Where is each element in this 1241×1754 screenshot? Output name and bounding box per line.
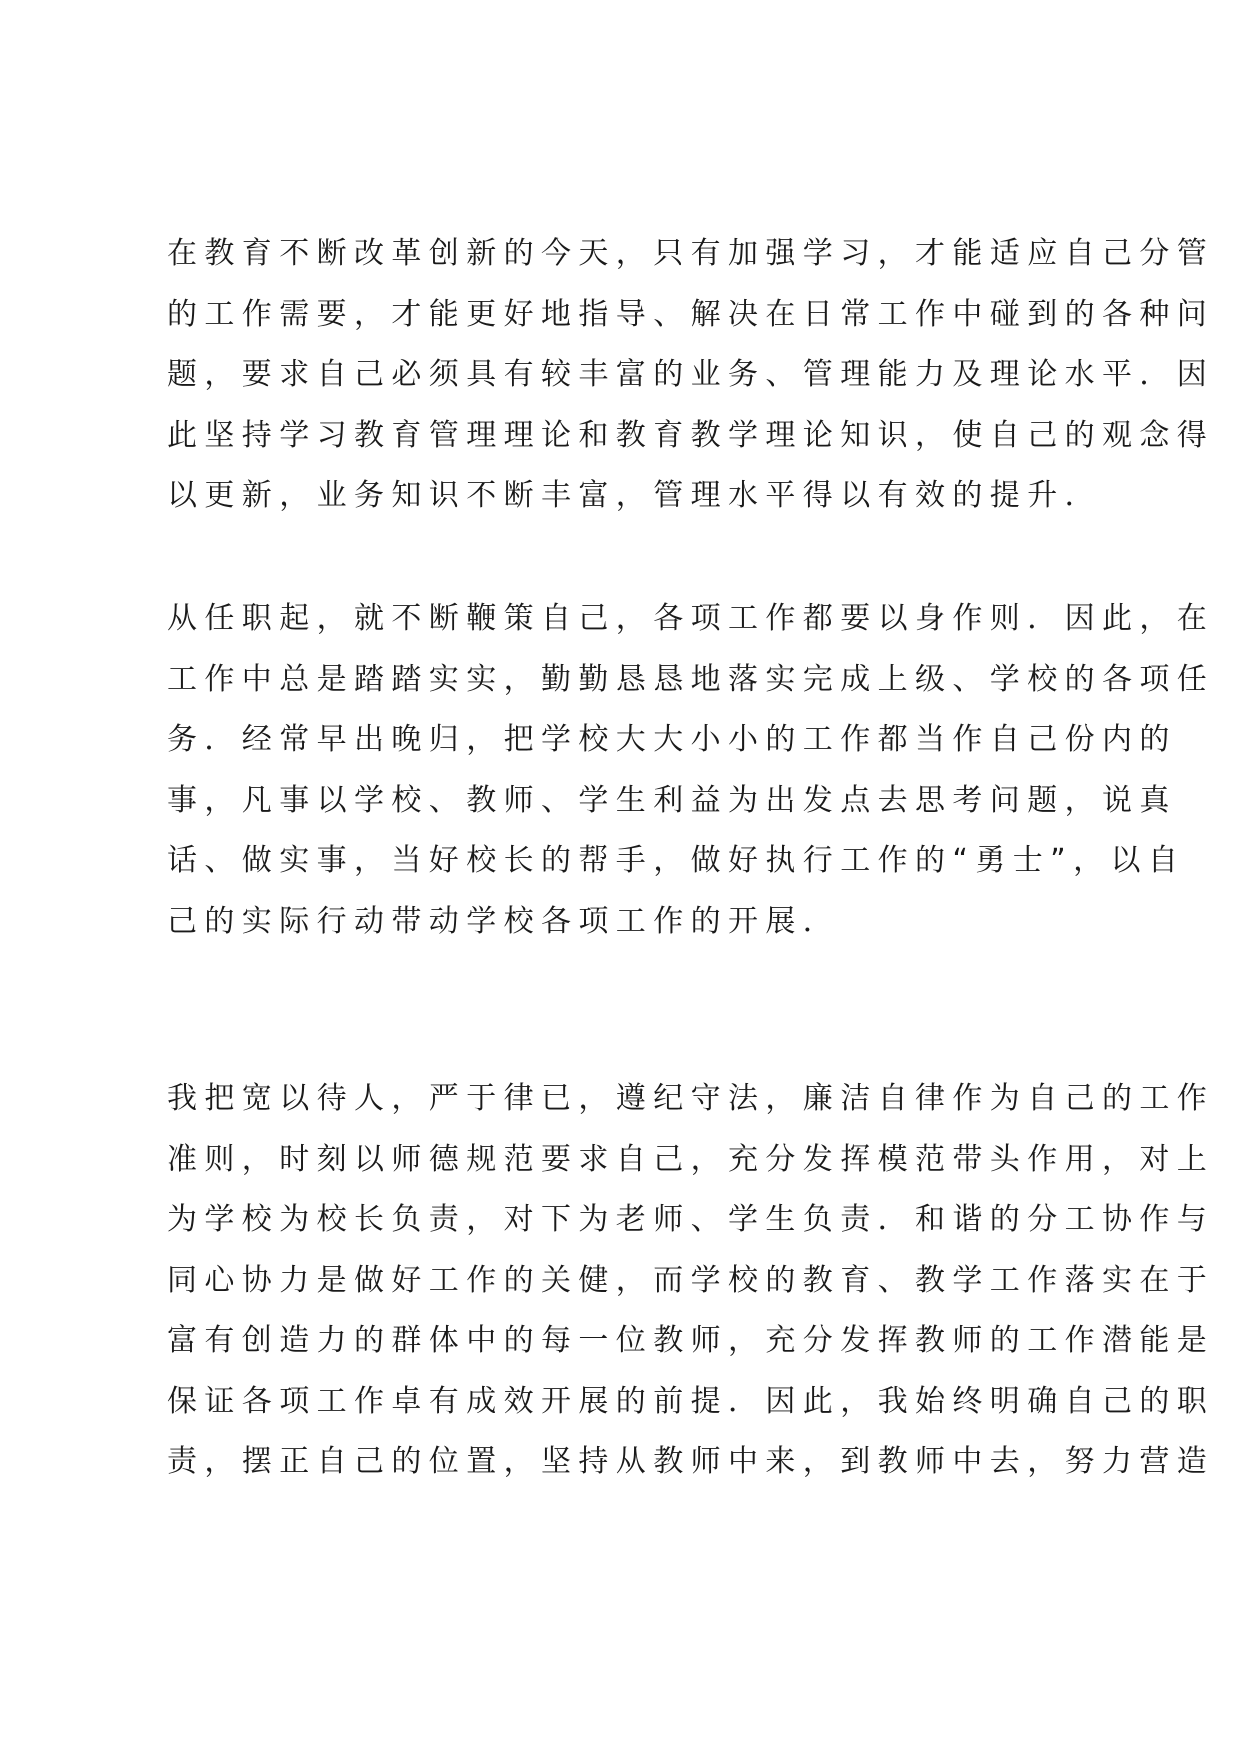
text-line: 己的实际行动带动学校各项工作的开展． [167,903,841,939]
text-line: 在教育不断改革创新的今天，只有加强学习，才能适应自己分管 [167,236,1215,271]
text-line: 题，要求自己必须具有较丰富的业务、管理能力及理论水平．因 [167,357,1215,392]
text-line: 我把宽以待人，严于律已，遵纪守法，廉洁自律作为自己的工作 [167,1081,1215,1116]
text-line: 的工作需要，才能更好地指导、解决在日常工作中碰到的各种问 [167,296,1215,332]
paragraph-2 [167,589,1215,952]
paragraph-3 [167,1069,1215,1493]
text-line: 责，摆正自己的位置，坚持从教师中来，到教师中去，努力营造 [167,1444,1215,1479]
text-line: 此坚持学习教育管理理论和教育教学理论知识，使自己的观念得 [167,417,1215,453]
text-line: 从任职起，就不断鞭策自己，各项工作都要以身作则．因此，在 [167,601,1215,636]
text-line: 话、做实事，当好校长的帮手，做好执行工作的“勇士”，以自 [167,843,1186,878]
text-line: 务．经常早出晚归，把学校大大小小的工作都当作自己份内的 [167,722,1177,757]
text-line: 准则，时刻以师德规范要求自己，充分发挥模范带头作用，对上 [167,1141,1215,1177]
paragraph-1 [167,224,1215,527]
text-line: 工作中总是踏踏实实，勤勤恳恳地落实完成上级、学校的各项任 [167,661,1215,697]
text-line: 保证各项工作卓有成效开展的前提．因此，我始终明确自己的职 [167,1383,1215,1419]
text-line: 富有创造力的群体中的每一位教师，充分发挥教师的工作潜能是 [167,1323,1215,1358]
text-line: 事，凡事以学校、教师、学生利益为出发点去思考问题，说真 [167,782,1177,818]
text-line: 以更新，业务知识不断丰富，管理水平得以有效的提升． [167,478,1102,513]
text-line: 为学校为校长负责，对下为老师、学生负责．和谐的分工协作与 [167,1202,1215,1237]
text-line: 同心协力是做好工作的关健，而学校的教育、教学工作落实在于 [167,1262,1215,1298]
